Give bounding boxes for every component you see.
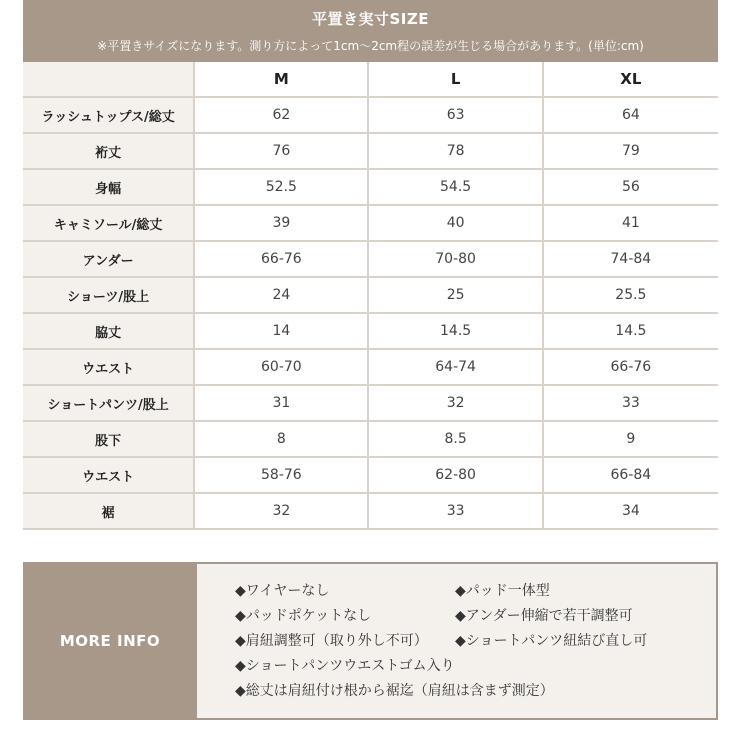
table-row (23, 206, 718, 242)
table-cell: 34 (544, 494, 718, 530)
table-cell: 32 (195, 494, 369, 530)
size-column-header: XL (544, 62, 718, 98)
more-info-item: ◆パッド一体型 (455, 583, 550, 599)
table-cell: 60-70 (195, 350, 369, 386)
table-cell: 33 (369, 494, 543, 530)
more-info-section (23, 562, 718, 720)
more-info-panel (197, 564, 716, 718)
more-info-item: ◆ショートパンツ紐結び直し可 (455, 633, 648, 649)
table-cell: 76 (195, 134, 369, 170)
table-cell: 33 (544, 386, 718, 422)
table-row (23, 134, 718, 170)
more-info-label: MORE INFO (59, 632, 161, 650)
row-label: 裾 (23, 494, 195, 530)
table-header-row (23, 62, 718, 98)
table-cell: 24 (195, 278, 369, 314)
header-corner-cell (23, 62, 195, 98)
table-cell: 8 (195, 422, 369, 458)
table-cell: 32 (369, 386, 543, 422)
more-info-item: ◆肩紐調整可（取り外し不可） (235, 633, 428, 649)
row-label: キャミソール/総丈 (23, 206, 195, 242)
table-cell: 66-76 (195, 242, 369, 278)
more-info-item: ◆パッドポケットなし (235, 608, 372, 624)
table-cell: 14 (195, 314, 369, 350)
table-cell: 74-84 (544, 242, 718, 278)
size-column-header: M (195, 62, 369, 98)
table-cell: 14.5 (369, 314, 543, 350)
table-cell: 66-76 (544, 350, 718, 386)
table-cell: 64-74 (369, 350, 543, 386)
row-label: アンダー (23, 242, 195, 278)
table-cell: 25 (369, 278, 543, 314)
table-cell: 58-76 (195, 458, 369, 494)
table-row (23, 278, 718, 314)
row-label: ウエスト (23, 458, 195, 494)
row-label: ラッシュトップス/総丈 (23, 98, 195, 134)
table-row (23, 458, 718, 494)
table-cell: 40 (369, 206, 543, 242)
table-cell: 14.5 (544, 314, 718, 350)
table-row (23, 350, 718, 386)
table-row (23, 494, 718, 530)
row-label: ウエスト (23, 350, 195, 386)
table-row (23, 98, 718, 134)
more-info-item: ◆アンダー伸縮で若干調整可 (455, 608, 633, 624)
table-cell: 8.5 (369, 422, 543, 458)
table-cell: 25.5 (544, 278, 718, 314)
table-row (23, 386, 718, 422)
table-cell: 54.5 (369, 170, 543, 206)
row-label: ショートパンツ/股上 (23, 386, 195, 422)
more-info-item: ◆ワイヤーなし (235, 583, 330, 599)
row-label: 股下 (23, 422, 195, 458)
size-title: 平置き実寸SIZE (311, 10, 429, 28)
row-label: 身幅 (23, 170, 195, 206)
table-cell: 66-84 (544, 458, 718, 494)
size-header (23, 0, 718, 62)
more-info-item: ◆ショートパンツウエストゴム入り (235, 658, 455, 674)
table-cell: 64 (544, 98, 718, 134)
table-cell: 52.5 (195, 170, 369, 206)
table-cell: 70-80 (369, 242, 543, 278)
table-cell: 56 (544, 170, 718, 206)
size-table (23, 62, 718, 530)
table-cell: 79 (544, 134, 718, 170)
size-note: ※平置きサイズになります。測り方によって1cm～2cm程の誤差が生じる場合があります。(単位:cm) (97, 39, 644, 53)
table-cell: 78 (369, 134, 543, 170)
table-row (23, 422, 718, 458)
table-cell: 9 (544, 422, 718, 458)
table-cell: 31 (195, 386, 369, 422)
more-info-item: ◆総丈は肩紐付け根から裾迄（肩紐は含まず測定） (235, 683, 554, 699)
size-column-header: L (369, 62, 543, 98)
table-row (23, 242, 718, 278)
table-cell: 39 (195, 206, 369, 242)
table-cell: 41 (544, 206, 718, 242)
table-cell: 62 (195, 98, 369, 134)
row-label: ショーツ/股上 (23, 278, 195, 314)
table-row (23, 170, 718, 206)
row-label: 裄丈 (23, 134, 195, 170)
row-label: 脇丈 (23, 314, 195, 350)
table-cell: 62-80 (369, 458, 543, 494)
table-row (23, 314, 718, 350)
table-cell: 63 (369, 98, 543, 134)
